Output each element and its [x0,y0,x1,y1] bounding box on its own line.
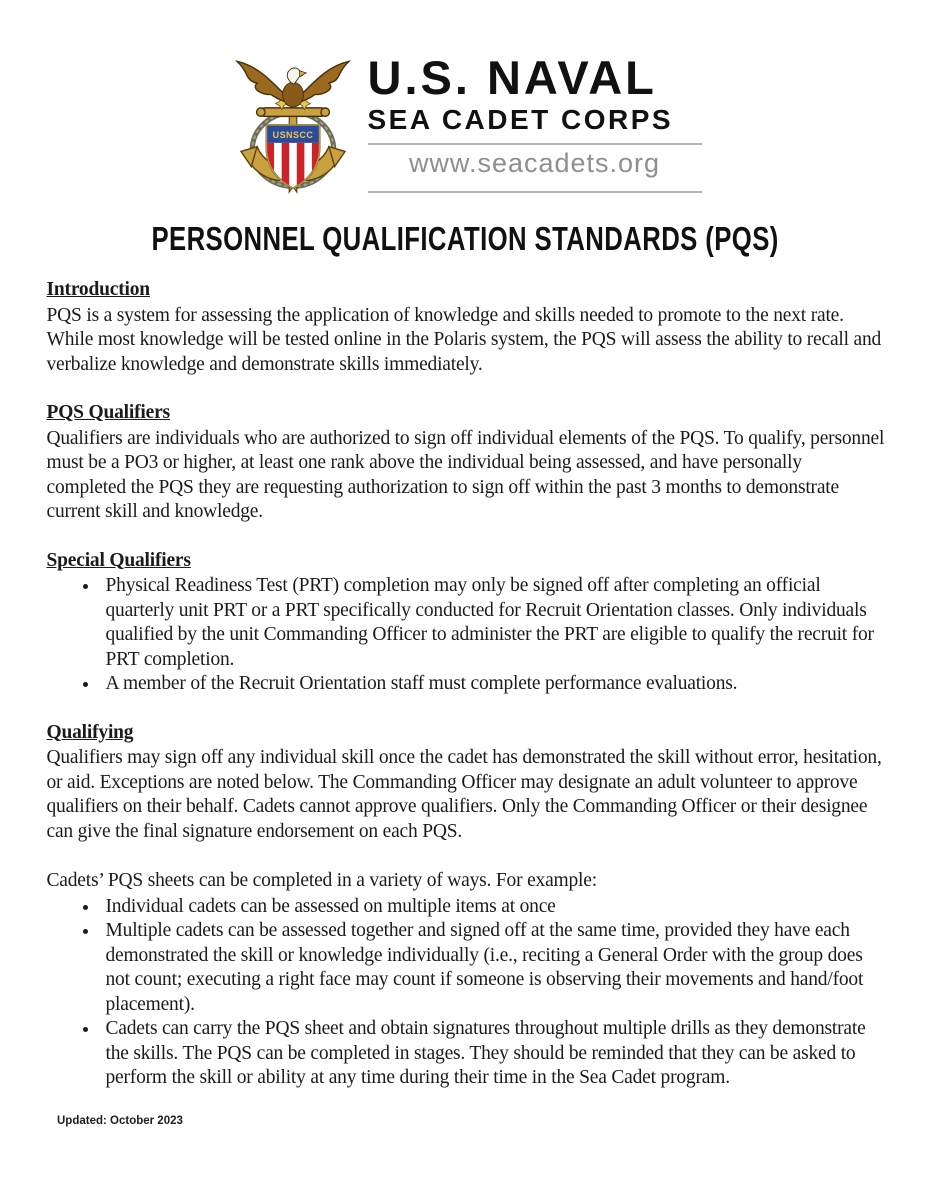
logo-text-block [368,52,702,193]
section-heading-qualifying: Qualifying [46,721,134,743]
logo-website-url: www.seacadets.org [408,148,661,178]
pqs-completion-list [47,895,885,1091]
usnscc-crest-icon [230,52,356,194]
list-item: • Individual cadets can be assessed on multiple items at once [100,895,885,920]
paragraph: PQS is a system for assessing the application of knowledge and skills needed to promote to the next rate. While most knowledge will be tested online in the Polaris system, the PQS will assess the ability to recall and verbalize knowledge and demonstrate skills immediately. [46,304,882,375]
paragraph: Qualifiers are individuals who are authorized to sign off individual elements of the PQS. To qualify, personnel must be a PO3 or higher, at least one rank above the individual being assessed, and have personally completed the PQS they are requesting authorization to sign off within the past 3 months to demonstrate current skill and knowledge. [46,427,885,522]
shield-text: USNSCC [272,130,313,141]
logo-divider-bottom [368,191,702,193]
section-heading-pqs-qualifiers: PQS Qualifiers [46,402,170,423]
section-heading-introduction: Introduction [46,279,150,300]
logo-header [0,0,931,194]
title-wrap [0,220,931,258]
list-item: • Cadets can carry the PQS sheet and obtain signatures throughout multiple drills as they demonstrate the skills. The PQS can be completed in stages. They should be reminded that they can be asked to perform the skill or ability at any time during their time in the Sea Cadet program. [100,1017,885,1091]
special-qualifiers-list [47,574,885,697]
section-heading-special-qualifiers: Special Qualifiers [46,549,191,571]
list-item: • Multiple cadets can be assessed together and signed off at the same time, provided they have each demonstrated the skill or knowledge individually (i.e., reciting a General Order with the group does not count; executing a right face may count if someone is observing their movements and hand/foot placement). [100,919,885,1017]
paragraph: Cadets’ PQS sheets can be completed in a variety of ways. For example: [46,870,597,891]
list-item: • Physical Readiness Test (PRT) completion may only be signed off after completing an official quarterly unit PRT or a PRT specifically conducted for Recruit Orientation classes. Only individuals qualified by the unit Commanding Officer to administer the PRT are eligible to qualify the recruit for PRT completion. [100,574,885,672]
logo-title-line1: U.S. NAVAL [367,51,657,104]
logo-title-line2: SEA CADET CORPS [367,104,674,135]
page-title: PERSONNEL QUALIFICATION STANDARDS (PQS) [151,220,780,257]
updated-date-note: Updated: October 2023 [57,1115,183,1127]
list-item: • A member of the Recruit Orientation staff must complete performance evaluations. [100,672,885,697]
paragraph: Qualifiers may sign off any individual skill once the cadet has demonstrated the skill without error, hesitation, or aid. Exceptions are noted below. The Commanding Officer may designate an adult volunteer to approve qualifiers on their behalf. Cadets cannot approve qualifiers. Only the Commanding Officer or their designee can give the final signature endorsement on each PQS. [46,747,882,842]
document-body [47,278,885,1091]
